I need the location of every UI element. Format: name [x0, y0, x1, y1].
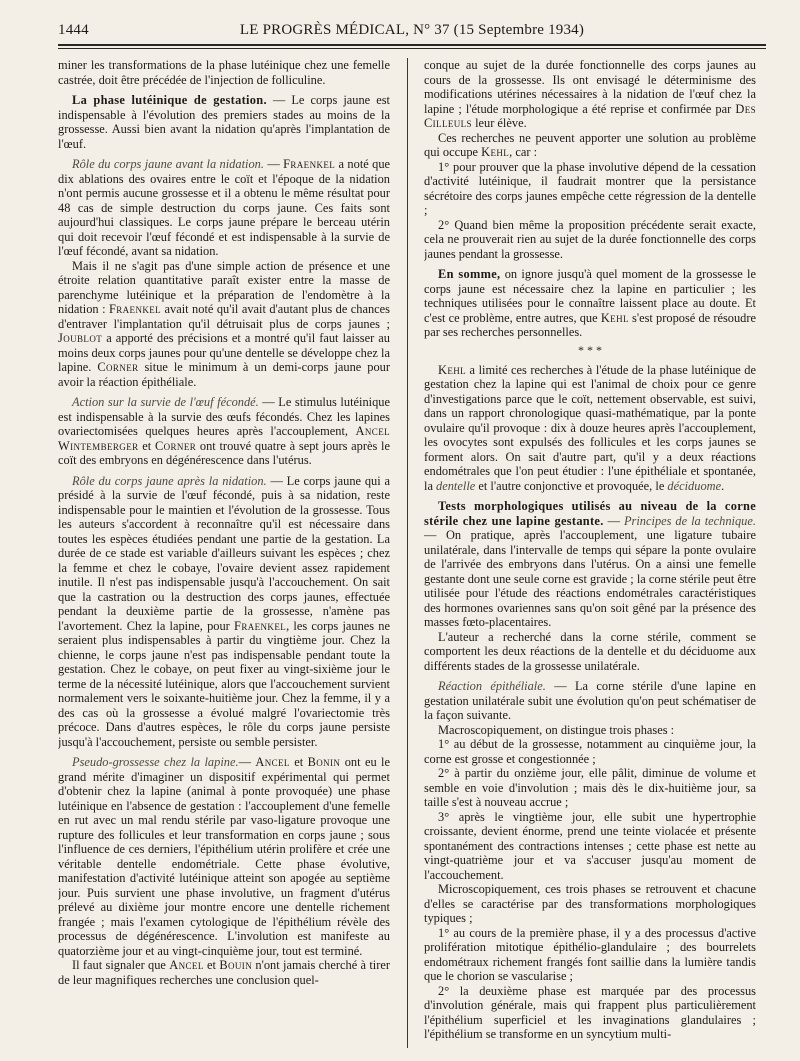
text: — Le corps jaune qui a présidé à la survie de l'œuf fécondé, puis à sa nidation, reste indispensable pour le maintien et l'évolution de la grossesse. Tous les auteurs s'accordent à reconnaître qu'il est nécessaire dans toutes les espèces étudiées pendant une partie de la gestation. La durée de ce stade est variable d'ailleurs suivant les espèces ; chez la femme et chez le cobaye, l'ovaire devient assez rapidement inutile. Il n'est pas indispensable jusqu'à l'accouchement. On sait que la castration ou la destruction des corps jaunes, effectuée pendant la deuxième partie de la grossesse, n'amène pas l'avortement. Chez la lapine, pour [58, 473, 390, 633]
author-name: Bonin [307, 755, 341, 769]
section-heading: Rôle du corps jaune après la nidation. [72, 473, 267, 488]
text: — Le corps jaune est indispensable à l'évolution des premiers stades au moins de la grossesse. Aussi bien avant la nidation qu'après l'implantation de l'œuf. [58, 93, 390, 151]
text: avait noté qu'il avait d'autant plus de chances d'entraver l'implantation qu'il détruisait plus de corps jaunes ; [58, 302, 390, 331]
text: — [238, 755, 256, 769]
subsection-heading: Principes de la technique. [623, 513, 756, 528]
author-name: Bouin [219, 958, 253, 972]
section-separator-asterisks: * * * [578, 342, 602, 357]
section-heading: En somme, [438, 267, 501, 281]
text: et [289, 755, 308, 769]
text: . [721, 478, 725, 493]
author-name: Corner [97, 360, 139, 374]
paragraph: Microscopiquement, ces trois phases se retrouvent et chacune d'elles se caractérise par des transformations morphologiques typiques ; [424, 882, 756, 925]
text: a noté que dix ablations des ovaires entre le coït et l'époque de la nidation n'ont permis aucune grossesse et il a obtenu le même résultat pour 48 cas de simple destruction du corps jaune. Ces faits sont aujourd'hui classiques. Le corps jaune prépare le berceau utérin qui doit recevoir l'œuf fécondé et est indispensable à la survie de l'œuf fécondé, avant sa nidation. [58, 157, 390, 258]
header-rule-thick [58, 44, 766, 46]
author-name: Fraenkel [108, 302, 162, 316]
text: et l'autre conjonctive et provoquée, le [475, 478, 668, 493]
text: ont trouvé quatre à sept jours après le coït des embryons en dégénérescence dans l'utérus. [58, 438, 390, 467]
author-name: Ancel [255, 755, 290, 769]
text: et [138, 438, 155, 453]
right-column [424, 58, 756, 1050]
section-heading: Pseudo-grossesse chez la lapine. [72, 755, 239, 769]
paragraph: Macroscopiquement, on distingue trois phases : [438, 722, 675, 737]
author-name: Kehl [481, 145, 510, 159]
text: conque au sujet de la durée fonctionnelle des corps jaunes au cours de la grossesse. Ils ont envisagé le déterminisme des modifications utérines nécessaires à la nidation de l'œuf chez la lapine ; l'étude morphologique a été reprise et confirmée par [424, 58, 756, 116]
text: , les corps jaunes ne seraient plus indispensables à partir du vingtième jour. Chez la chienne, le corps jaune n'est pas indispensable pendant toute la gestation. Chez le cobaye, on peut fixer au vingt-sixième jour le terme de la nécessité lutéinique, alors que l'accouchement survient normalement vers le soixante-huitième jour. Chez la femme, il y a des cas où la grossesse a évolué malgré l'ovariectomie très précoce. Dans d'autres espèces, le rôle du corps jaune persiste jusqu'à l'accouchement, persiste ou semble persister. [58, 618, 390, 749]
text: — On pratique, après l'accouplement, une ligature tubaire unilatérale, dans l'intervalle de temps qui sépare la ponte ovulaire de l'arrivée des embryons dans l'utérus. On a ainsi une femelle gestante dont une seule corne est gravide ; la corne stérile peut être utilisée pour l'étude des réactions endométrales caractéristiques des hormones ovariennes sans qu'on soit gêné par la présence des masses fœto-placentaires. [424, 528, 756, 629]
paragraph [58, 93, 390, 151]
author-name: Wintemberger [58, 438, 139, 453]
author-name: Des Cilleuls [424, 101, 756, 130]
author-name: Joublot [58, 331, 103, 345]
text: Ces recherches ne peuvent apporter une solution au problème qui occupe [424, 130, 756, 159]
page-number: 1444 [58, 22, 89, 38]
section-heading: Réaction épithéliale. [438, 679, 546, 693]
paragraph: 1° au cours de la première phase, il y a des processus d'active prolifération mitotique épithélio-glandulaire ; des bourrelets endométraux richement frangés font saillie dans la lumière tandis que le chorion se vascularise ; [424, 925, 756, 983]
paragraph: 1° au début de la grossesse, notamment au cinquième jour, la corne est grosse et congestionnée ; [424, 737, 756, 766]
paragraph [58, 395, 390, 468]
text: — [603, 513, 624, 528]
text: a limité ces recherches à l'étude de la phase lutéinique de gestation chez la lapine qui est l'animal de choix pour ce genre d'investigations parce que le coït, nettement observable, est suivi, dans un rapport chronologique quasi-mathématique, par la ponte ovulaire qu'il provoque : dix à douze heures après l'accouplement, les ovocytes sont expulsés des follicules et les corps jaunes se forment alors. On sait d'autre part, qu'il y a deux réactions endométrales que l'on peut étudier : l'une épithéliale et spontanée, la [424, 362, 756, 493]
text: — [263, 157, 284, 171]
author-name: Kehl [600, 310, 629, 325]
paragraph: 2° Quand bien même la proposition précédente serait exacte, cela ne prouverait rien au sujet de la durée fonctionnelle des corps jaunes pendant la grossesse. [424, 217, 756, 261]
paragraph [424, 679, 756, 723]
paragraph [58, 259, 390, 390]
running-title: LE PROGRÈS MÉDICAL, N° 37 (15 Septembre 1934) [239, 22, 585, 38]
paragraph: 2° à partir du onzième jour, elle pâlit, diminue de volume et semble en voie d'involution ; mais dès le dix-huitième jour, sa taille s'est à nouveau accrue ; [424, 766, 756, 809]
paragraph: miner les transformations de la phase lutéinique chez une femelle castrée, doit être précédée de l'injection de folliculine. [58, 58, 390, 87]
section-heading: La phase lutéinique de gestation. [72, 93, 267, 107]
author-name: Kehl [438, 362, 467, 377]
author-name: Fraenkel [234, 618, 287, 633]
paragraph [424, 131, 756, 160]
paragraph [424, 267, 756, 340]
author-name: Corner [154, 438, 197, 453]
italic-term: déciduome [667, 478, 722, 493]
italic-term: dentelle [436, 478, 476, 493]
paragraph [424, 58, 756, 131]
section-heading: Rôle du corps jaune avant la nidation. [72, 157, 264, 171]
section-heading: Action sur la survie de l'œuf fécondé. [72, 395, 259, 409]
section-heading: Tests morphologiques utilisés au niveau de la corne stérile chez une lapine gestante. [424, 499, 756, 528]
paragraph: L'auteur a recherché dans la corne stérile, comment se comportent les deux réactions de la dentelle et du déciduome aux différents stades de la grossesse unilatérale. [424, 629, 756, 673]
text: — La corne stérile d'une lapine en gestation unilatérale subit une évolution qu'on peut schématiser de la façon suivante. [424, 679, 756, 722]
column-divider [407, 58, 408, 1048]
paragraph [424, 363, 756, 494]
paragraph: 2° la deuxième phase est marquée par des processus d'involution générale, mais qui frappent plus particulièrement l'épithélium superficiel et les invaginations glandulaires ; l'épithélium se transforme en un syncytium multi- [424, 983, 756, 1041]
text: Il faut signaler que [72, 958, 170, 972]
paragraph [58, 157, 390, 259]
left-column [58, 58, 390, 1050]
text: Mais il ne s'agit pas d'une simple action de présence et une étroite relation quantitative paraît exister entre la masse de parenchyme lutéinique et la préparation de l'endomètre à la nidation : [58, 258, 390, 316]
text: , car : [509, 145, 538, 159]
text: n'ont jamais cherché à tirer de leur magnifiques recherches une conclusion quel- [58, 958, 390, 987]
header-rule-thin [58, 48, 766, 49]
text: leur élève. [471, 116, 527, 130]
author-name: Fraenkel [283, 157, 336, 171]
text: situe le minimum à un demi-corps jaune pour avoir la réaction épithéliale. [58, 360, 390, 389]
paragraph [424, 499, 756, 630]
paragraph [58, 474, 390, 750]
paragraph [58, 755, 390, 958]
paragraph: 3° après le vingtième jour, elle subit une hypertrophie croissante, devient énorme, prend une teinte violacée et présente spontanément des contractions intenses ; cette phase est nette au vingt-quatrième jour et va s'accuser jusqu'au moment de l'accouchement. [424, 809, 756, 882]
text: on ignore jusqu'à quel moment de la grossesse le corps jaune est nécessaire chez la lapine en particulier ; les techniques utilisées pour le connaître laissent place au doute. Et c'est ce problème, entre autres, que [424, 267, 756, 325]
text: — Le stimulus lutéinique est indispensable à la survie des œufs fécondés. Chez les lapines ovariectomisées quelques heures après l'accouplement, [58, 395, 390, 438]
paragraph [58, 958, 390, 987]
running-header [58, 20, 766, 42]
author-name: Ancel [169, 958, 204, 972]
paragraph: 1° pour prouver que la phase involutive dépend de la cessation d'activité lutéinique, il faudrait montrer que la persistance sécrétoire des corps jaunes empêche cette régression de la dentelle ; [424, 159, 756, 217]
text: et [203, 958, 220, 972]
text: ont eu le grand mérite d'imaginer un dispositif expérimental qui permet d'obtenir chez la lapine (animal à ponte provoquée) une phase lutéinique en l'absence de gestation : l'accouplement d'une femelle en rut avec un mal rendu stérile par vaso-ligature provoque une rupture des follicules et leur transformation en corps jaune ; sous l'influence de ces derniers, l'épithélium utérin prolifère et crée une véritable dentelle endométriale. Cette phase évolutive, manifestation d'activité lutéinique atteint son apogée au septième jour. Puis survient une phase involutive, un fragment d'utérus prélevé au dixième jour montre encore une dentelle richement frangée ; mais l'examen cytologique de l'épithélium révèle des processus de dégénérescence. L'involution est manifeste au quatorzième jour et au vingt-cinquième jour, tout est terminé. [58, 755, 390, 958]
author-name: Ancel [355, 424, 390, 438]
text: a apporté des précisions et a montré qu'il faut laisser au moins deux corps jaunes pour qu'une dentelle se développe chez la lapine. [58, 331, 390, 374]
text: s'est proposé de résoudre par ses recherches personnelles. [424, 310, 756, 339]
